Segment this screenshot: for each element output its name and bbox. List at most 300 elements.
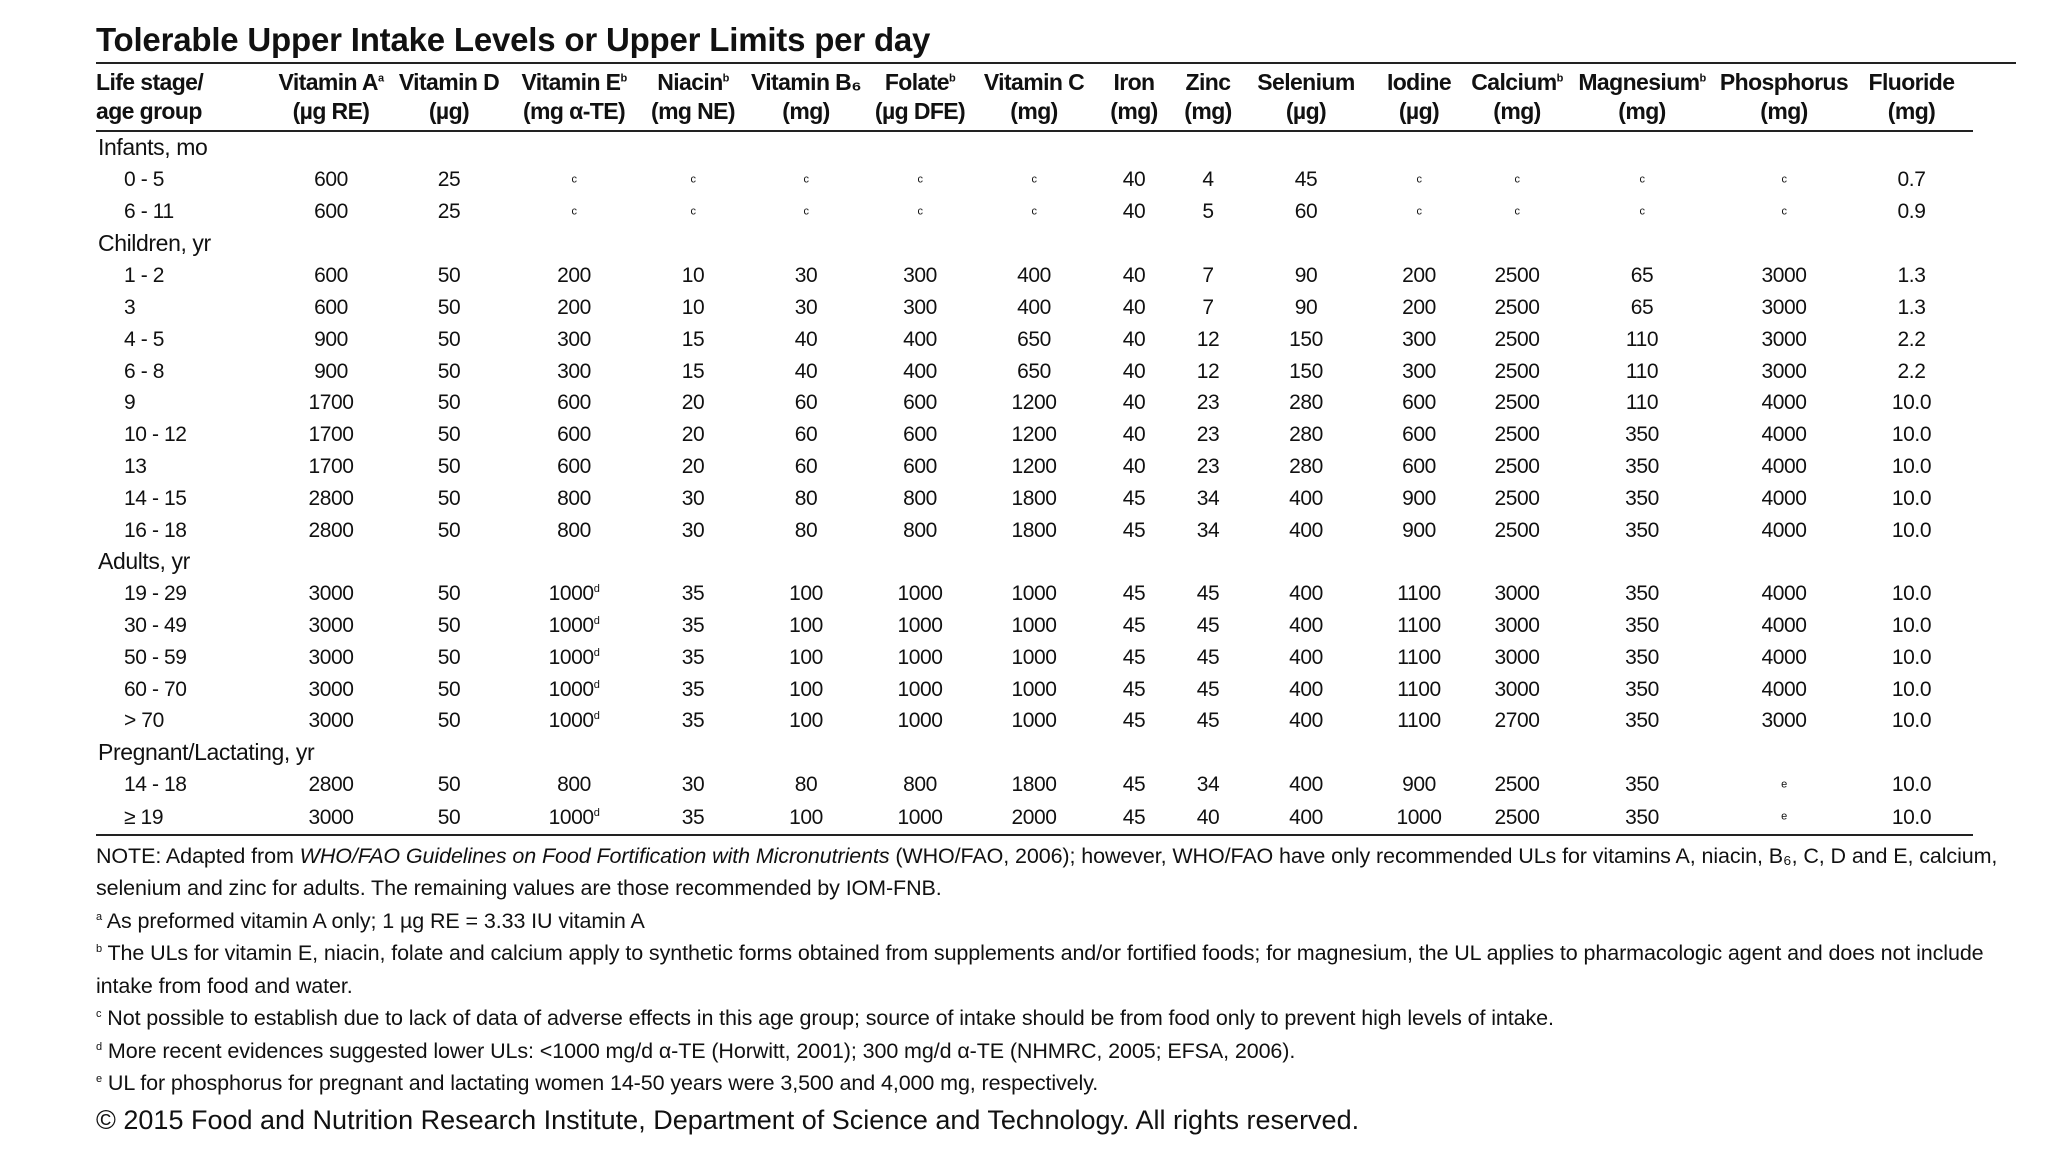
value-cell: 600 [314, 200, 348, 224]
value-cell: 50 [437, 486, 461, 510]
header-column [1174, 64, 1242, 131]
value-cell: 2500 [1494, 391, 1540, 415]
note-prefix: NOTE: Adapted from [96, 843, 300, 868]
value-cell: 80 [794, 486, 818, 510]
header-column-name: Calcium [1471, 69, 1557, 95]
value-cell [974, 164, 1094, 196]
header-column [1242, 64, 1370, 131]
value-cell: 400 [1289, 614, 1323, 638]
header-column-name: Vitamin A [278, 69, 378, 95]
value-cell: 600 [1402, 423, 1436, 447]
age-cell: > 70 [124, 709, 164, 733]
age-cell: 1 - 2 [124, 264, 165, 288]
table-row [96, 164, 1973, 196]
value-cell: 40 [1174, 801, 1242, 834]
value-cell: 4000 [1761, 486, 1807, 510]
value-cell: 2.2 [1897, 359, 1926, 383]
value-cell: 2000 [974, 801, 1094, 834]
value-cell [508, 610, 640, 642]
value-cell: 60 [794, 423, 818, 447]
notes-section [96, 840, 2021, 1100]
value-cell: 350 [1625, 645, 1659, 669]
value-cell: 35 [640, 801, 746, 834]
age-cell: 10 - 12 [124, 423, 187, 447]
footnote-marker: d [593, 710, 600, 723]
header-column-unit: (µg) [428, 98, 470, 124]
value-cell: 800 [557, 518, 591, 542]
footnote-marker: b [949, 72, 956, 85]
age-cell: 50 - 59 [124, 645, 187, 669]
value-cell: 45 [1122, 677, 1146, 701]
value-cell: 1200 [1011, 391, 1057, 415]
value-cell [1468, 164, 1566, 196]
value-cell: 400 [1242, 801, 1370, 834]
value-cell: 50 [437, 709, 461, 733]
age-cell: 6 - 8 [124, 359, 165, 383]
value-cell: 800 [903, 518, 937, 542]
footnote-marker: d [96, 1040, 103, 1053]
footnote [96, 1035, 2021, 1068]
footnote-marker: c [1781, 173, 1787, 186]
value-cell: 1200 [1011, 423, 1057, 447]
footnote-marker: c [571, 173, 577, 186]
header-column [746, 64, 866, 131]
value-cell: 1100 [1397, 582, 1441, 606]
value-cell: 2700 [1494, 709, 1540, 733]
value-cell: 1100 [1397, 614, 1441, 638]
value-cell [508, 164, 640, 196]
value-cell: 650 [1017, 359, 1051, 383]
age-cell: 16 - 18 [124, 518, 187, 542]
value-cell: 34 [1196, 773, 1220, 797]
value-cell: 3000 [1761, 296, 1807, 320]
value-cell: 50 [437, 677, 461, 701]
header-column-name: Phosphorus [1719, 69, 1849, 95]
cell-value: 1000 [548, 677, 594, 701]
value-cell: 3000 [308, 645, 354, 669]
value-cell: 4000 [1761, 423, 1807, 447]
table-row [96, 610, 1973, 642]
value-cell: 900 [1402, 773, 1436, 797]
value-cell: 4000 [1761, 645, 1807, 669]
value-cell: 1.3 [1897, 296, 1926, 320]
value-cell: 1100 [1397, 645, 1441, 669]
value-cell: 7 [1202, 264, 1214, 288]
header-column-name: Vitamin C [983, 69, 1085, 95]
header-column [1566, 64, 1718, 131]
age-cell: 19 - 29 [124, 582, 187, 606]
value-cell: 50 [437, 391, 461, 415]
header-column [866, 64, 974, 131]
footnote-marker: c [1416, 173, 1422, 186]
footnote-marker: d [593, 583, 600, 596]
value-cell: 200 [1402, 264, 1436, 288]
value-cell: 3000 [1494, 677, 1540, 701]
value-cell: 23 [1196, 391, 1220, 415]
value-cell: 10.0 [1891, 582, 1932, 606]
value-cell: 600 [903, 423, 937, 447]
header-column-name: Zinc [1185, 69, 1231, 95]
group-label: Adults, yr [98, 548, 190, 575]
value-cell: 60 [1294, 200, 1318, 224]
value-cell [508, 705, 640, 737]
value-cell: 300 [557, 359, 591, 383]
value-cell [508, 196, 640, 228]
value-cell: 3000 [1761, 264, 1807, 288]
value-cell: 100 [789, 709, 823, 733]
header-column [640, 64, 746, 131]
footnote [96, 937, 2021, 1002]
value-cell: 800 [557, 486, 591, 510]
group-label: Children, yr [98, 230, 211, 257]
footnote-marker: c [1514, 173, 1520, 186]
age-cell: 3 [124, 296, 136, 320]
copyright-line: © 2015 Food and Nutrition Research Institute, Department of Science and Technology. All rights reserved. [96, 1104, 1360, 1135]
value-cell: 40 [1122, 391, 1146, 415]
value-cell: 50 [437, 296, 461, 320]
value-cell: 12 [1196, 359, 1220, 383]
footnote-marker: c [917, 173, 923, 186]
value-cell: 2500 [1468, 801, 1566, 834]
table-row [96, 801, 1973, 834]
value-cell: 1100 [1397, 709, 1441, 733]
value-cell [640, 164, 746, 196]
value-cell: 200 [1402, 296, 1436, 320]
value-cell: 100 [789, 614, 823, 638]
value-cell: 1000 [1011, 614, 1057, 638]
header-column-name: Iodine [1386, 69, 1452, 95]
value-cell: 400 [1289, 645, 1323, 669]
footnote-text: UL for phosphorus for pregnant and lactating women 14-50 years were 3,500 and 4,000 mg, respectively. [102, 1071, 1099, 1096]
value-cell: 280 [1289, 455, 1323, 479]
header-column-unit: (mg) [782, 98, 830, 124]
value-cell: 20 [681, 455, 705, 479]
value-cell: 110 [1625, 327, 1659, 351]
value-cell: 900 [314, 327, 348, 351]
value-cell: 40 [1122, 359, 1146, 383]
value-cell: 600 [314, 168, 348, 192]
value-cell: 600 [557, 391, 591, 415]
value-cell: 45 [1122, 486, 1146, 510]
value-cell: 10.0 [1891, 773, 1932, 797]
header-column-unit: (mg) [1010, 98, 1058, 124]
header-column [1370, 64, 1468, 131]
header-column [508, 64, 640, 131]
value-cell: 30 [794, 264, 818, 288]
value-cell [508, 801, 640, 834]
value-cell: 2500 [1494, 264, 1540, 288]
header-column-unit: (mg) [1760, 98, 1808, 124]
header-column-name: Iron [1113, 69, 1155, 95]
value-cell: 1000 [1011, 582, 1057, 606]
value-cell: 60 [794, 391, 818, 415]
value-cell: 1000 [866, 801, 974, 834]
header-column [1094, 64, 1174, 131]
value-cell: 350 [1625, 709, 1659, 733]
value-cell: 1000 [1011, 709, 1057, 733]
footnote-marker: b [96, 943, 103, 956]
value-cell: 1000 [897, 614, 943, 638]
value-cell: 45 [1094, 801, 1174, 834]
value-cell: 4 [1202, 168, 1214, 192]
value-cell: 1200 [1011, 455, 1057, 479]
value-cell: 1000 [1370, 801, 1468, 834]
value-cell: 80 [794, 518, 818, 542]
footnote-marker: b [1556, 72, 1563, 85]
value-cell: 40 [1122, 327, 1146, 351]
footnote-text: As preformed vitamin A only; 1 µg RE = 3.33 IU vitamin A [102, 908, 645, 933]
value-cell: 3000 [308, 614, 354, 638]
value-cell: 2500 [1494, 327, 1540, 351]
value-cell: 50 [390, 801, 508, 834]
header-column-name: Vitamin B₆ [750, 69, 862, 95]
footnote-marker: d [593, 646, 600, 659]
header-column-name: Folate [884, 69, 949, 95]
value-cell: 50 [437, 582, 461, 606]
value-cell: 900 [314, 359, 348, 383]
header-row [96, 64, 1973, 131]
footnote-marker: e [1781, 810, 1787, 823]
value-cell: 45 [1122, 614, 1146, 638]
value-cell: 45 [1122, 773, 1146, 797]
value-cell: 45 [1122, 582, 1146, 606]
header-column [974, 64, 1094, 131]
footnote-marker: c [1639, 173, 1645, 186]
value-cell: 400 [1289, 709, 1323, 733]
value-cell: 150 [1289, 359, 1323, 383]
cell-value: 1000 [548, 709, 594, 733]
value-cell: 5 [1202, 200, 1214, 224]
value-cell: 4000 [1761, 582, 1807, 606]
header-column-unit: (µg RE) [292, 98, 370, 124]
value-cell: 45 [1196, 614, 1220, 638]
footnote-marker: c [1639, 205, 1645, 218]
table-row [96, 769, 1973, 801]
value-cell: 0.9 [1897, 200, 1926, 224]
table-body [96, 131, 1973, 835]
value-cell: 3000 [1494, 614, 1540, 638]
value-cell: 350 [1625, 614, 1659, 638]
value-cell: 10.0 [1891, 518, 1932, 542]
value-cell: 2.2 [1897, 327, 1926, 351]
value-cell: 100 [789, 582, 823, 606]
value-cell: 300 [903, 264, 937, 288]
value-cell [508, 578, 640, 610]
value-cell: 40 [794, 327, 818, 351]
value-cell: 3000 [1494, 645, 1540, 669]
value-cell: 45 [1122, 518, 1146, 542]
value-cell: 3000 [308, 709, 354, 733]
value-cell: 350 [1625, 423, 1659, 447]
group-row [96, 131, 1973, 164]
value-cell: 400 [903, 359, 937, 383]
value-cell [1566, 196, 1718, 228]
header-column-unit: (mg) [1184, 98, 1232, 124]
header-column [390, 64, 508, 131]
value-cell: 10.0 [1891, 645, 1932, 669]
age-cell: 13 [124, 455, 147, 479]
value-cell: 23 [1196, 455, 1220, 479]
value-cell: 350 [1625, 773, 1659, 797]
footnote-text: Not possible to establish due to lack of data of adverse effects in this age group; source of intake should be from food only to prevent high levels of intake. [101, 1006, 1554, 1031]
value-cell: 50 [437, 327, 461, 351]
value-cell: 350 [1625, 677, 1659, 701]
value-cell: 4000 [1761, 677, 1807, 701]
header-column-unit: (µg DFE) [874, 98, 966, 124]
value-cell: 10.0 [1850, 801, 1973, 834]
value-cell: 90 [1294, 296, 1318, 320]
age-cell: 14 - 15 [124, 486, 187, 510]
footnote [96, 1067, 2021, 1100]
value-cell: 25 [437, 168, 461, 192]
header-column-name: Vitamin E [521, 69, 621, 95]
cell-value: 1000 [548, 645, 594, 669]
value-cell: 20 [681, 423, 705, 447]
footnote-marker: d [593, 678, 600, 691]
value-cell: 50 [437, 359, 461, 383]
value-cell: 400 [1289, 582, 1323, 606]
footnote-marker: c [96, 1008, 102, 1021]
value-cell: 45 [1196, 709, 1220, 733]
value-cell [746, 196, 866, 228]
table-row [96, 578, 1973, 610]
value-cell [866, 164, 974, 196]
footnote-marker: c [1031, 205, 1037, 218]
value-cell: 50 [437, 455, 461, 479]
value-cell: 400 [1017, 264, 1051, 288]
value-cell: 600 [314, 264, 348, 288]
value-cell: 1000 [897, 709, 943, 733]
value-cell: 45 [1196, 582, 1220, 606]
table-row [96, 515, 1973, 547]
note-source-title: WHO/FAO Guidelines on Food Fortification with Micronutrients [299, 843, 890, 868]
value-cell: 200 [557, 296, 591, 320]
document-page [96, 20, 2016, 1138]
value-cell: 600 [903, 455, 937, 479]
value-cell: 40 [1122, 168, 1146, 192]
footnote-list [96, 905, 2021, 1100]
value-cell: 50 [437, 264, 461, 288]
value-cell: 34 [1196, 486, 1220, 510]
value-cell: 35 [681, 582, 705, 606]
header-life-stage-line2: age group [96, 98, 202, 124]
value-cell: 15 [681, 359, 705, 383]
value-cell: 15 [681, 327, 705, 351]
header-life-stage-line1: Life stage/ [96, 69, 204, 95]
age-cell: 6 - 11 [124, 200, 174, 224]
value-cell: 45 [1122, 709, 1146, 733]
footnote-marker: c [690, 205, 696, 218]
footnote-marker: d [593, 615, 600, 628]
header-column [1718, 64, 1850, 131]
value-cell: 350 [1625, 455, 1659, 479]
value-cell: 900 [1402, 486, 1436, 510]
value-cell: 10.0 [1891, 677, 1932, 701]
value-cell: 1.3 [1897, 264, 1926, 288]
value-cell: 12 [1196, 327, 1220, 351]
value-cell: 2800 [308, 486, 354, 510]
value-cell: 400 [1289, 486, 1323, 510]
value-cell: 10.0 [1891, 391, 1932, 415]
cell-value: 1000 [548, 582, 594, 606]
value-cell: 23 [1196, 423, 1220, 447]
table-row [96, 483, 1973, 515]
footnote-marker: a [96, 910, 103, 923]
table-row [96, 260, 1973, 292]
value-cell: 600 [314, 296, 348, 320]
value-cell: 25 [437, 200, 461, 224]
value-cell [640, 196, 746, 228]
value-cell: 1800 [1011, 486, 1057, 510]
value-cell: 10.0 [1891, 455, 1932, 479]
footnote-marker: a [377, 72, 384, 85]
value-cell: 80 [794, 773, 818, 797]
footnote-marker: c [690, 173, 696, 186]
value-cell: 600 [557, 455, 591, 479]
value-cell: 400 [1289, 518, 1323, 542]
value-cell [1566, 164, 1718, 196]
value-cell: 45 [1196, 677, 1220, 701]
group-row [96, 546, 1973, 578]
value-cell: 4000 [1761, 518, 1807, 542]
group-row [96, 228, 1973, 260]
table-row [96, 356, 1973, 388]
value-cell: 2500 [1494, 455, 1540, 479]
header-column-unit: (mg) [1618, 98, 1666, 124]
value-cell: 10 [681, 264, 705, 288]
value-cell: 400 [903, 327, 937, 351]
value-cell: 10.0 [1891, 486, 1932, 510]
footnote-marker: c [1416, 205, 1422, 218]
value-cell: 800 [557, 773, 591, 797]
value-cell: 45 [1122, 645, 1146, 669]
value-cell: 30 [794, 296, 818, 320]
value-cell: 280 [1289, 423, 1323, 447]
footnote [96, 905, 2021, 938]
table-title: Tolerable Upper Intake Levels or Upper Limits per day [96, 21, 931, 58]
value-cell: 300 [903, 296, 937, 320]
footnote [96, 1002, 2021, 1035]
age-cell: 9 [124, 391, 136, 415]
value-cell: 4000 [1761, 614, 1807, 638]
age-cell: 60 - 70 [124, 677, 187, 701]
value-cell: 2500 [1494, 423, 1540, 447]
footnote-marker: d [593, 806, 600, 819]
value-cell: 1800 [1011, 518, 1057, 542]
value-cell: 2500 [1494, 486, 1540, 510]
value-cell: 100 [789, 677, 823, 701]
value-cell: 1000 [897, 645, 943, 669]
table-row [96, 324, 1973, 356]
table-row [96, 196, 1973, 228]
value-cell: 4000 [1761, 391, 1807, 415]
value-cell: 1700 [308, 455, 354, 479]
value-cell: 65 [1630, 264, 1654, 288]
footnote-marker: c [917, 205, 923, 218]
value-cell: 1000 [897, 582, 943, 606]
value-cell: 400 [1289, 677, 1323, 701]
value-cell: 3000 [308, 582, 354, 606]
value-cell: 1000 [1011, 677, 1057, 701]
age-cell: 0 - 5 [124, 168, 165, 192]
value-cell: 65 [1630, 296, 1654, 320]
value-cell: 110 [1625, 391, 1659, 415]
value-cell: 50 [437, 614, 461, 638]
value-cell: 10.0 [1891, 423, 1932, 447]
value-cell: 50 [437, 645, 461, 669]
header-column-unit: (mg) [1493, 98, 1541, 124]
value-cell: 200 [557, 264, 591, 288]
